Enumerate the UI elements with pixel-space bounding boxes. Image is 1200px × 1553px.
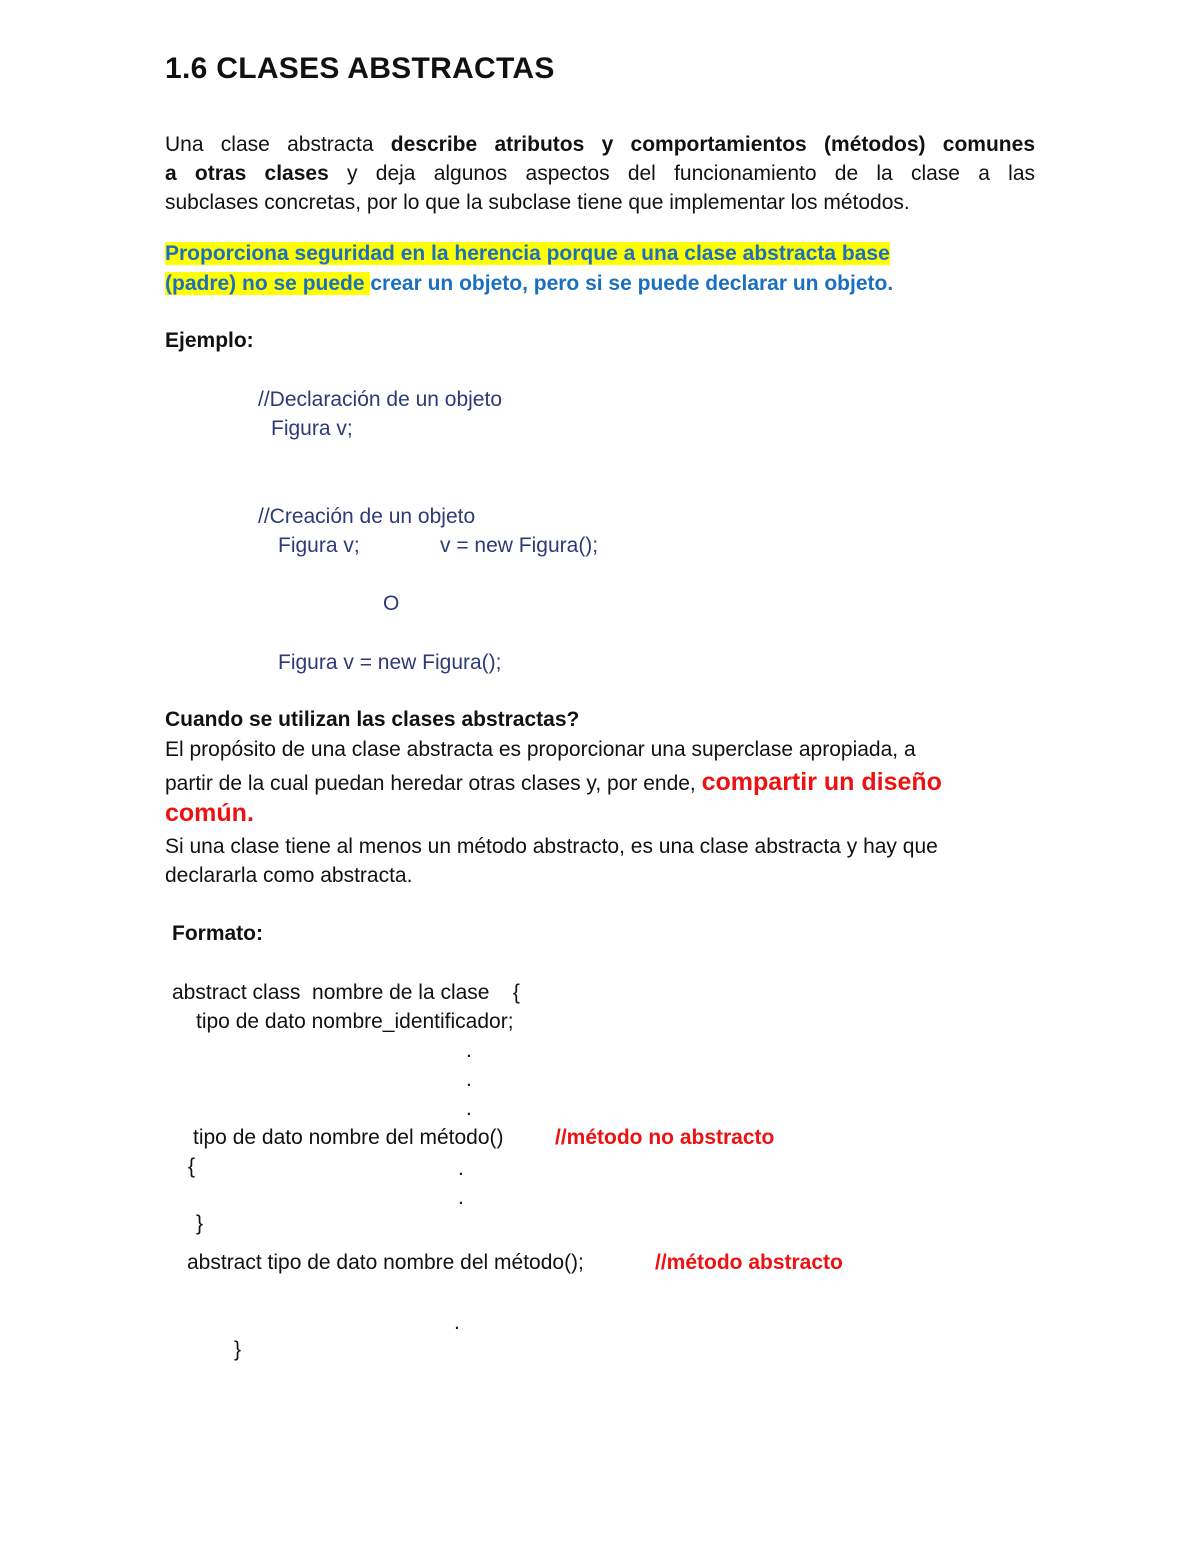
format-method-open-brace: { [188,1155,196,1178]
highlight-line-1: Proporciona seguridad en la herencia porque a una clase abstracta base [165,242,890,265]
format-dot-4: . [458,1157,464,1180]
format-class-declaration: abstract class nombre de la clase { [172,981,520,1004]
format-abstract-method-comment: //método abstracto [655,1251,843,1274]
intro-paragraph [165,130,1035,217]
format-heading: Formato: [172,922,263,945]
format-method-close-brace: } [196,1212,204,1235]
intro-text-3: subclases concretas, por lo que la subclase tiene que implementar los métodos. [165,191,910,214]
when-line-4: declararla como abstracta. [165,864,413,887]
intro-bold-2: a otras clases [165,162,329,185]
format-dot-1: . [466,1039,472,1062]
create-code-declaration: Figura v; [278,534,360,557]
highlight-line-2-marked: (padre) no se puede [165,272,371,295]
intro-text-2: y deja algunos aspectos del funcionamiento de la clase a las [328,162,1035,185]
format-class-close-brace: } [234,1338,242,1361]
when-emphasis-1: compartir un diseño [701,768,942,796]
format-method-comment: //método no abstracto [555,1126,775,1149]
when-line-1: El propósito de una clase abstracta es proporcionar una superclase apropiada, a [165,738,916,761]
format-method: tipo de dato nombre del método() [193,1126,504,1149]
format-dot-6: . [454,1311,460,1334]
format-dot-3: . [466,1097,472,1120]
intro-text-1: Una clase abstracta [165,133,391,156]
create-comment: //Creación de un objeto [258,505,476,528]
format-dot-2: . [466,1068,472,1091]
decl-comment: //Declaración de un objeto [258,388,502,411]
highlight-line-2-rest: crear un objeto, pero si se puede declarar un objeto. [370,272,894,295]
decl-code: Figura v; [271,417,353,440]
format-abstract-method: abstract tipo de dato nombre del método(); [187,1251,584,1274]
when-line-3: Si una clase tiene al menos un método abstracto, es una clase abstracta y hay que [165,835,938,858]
format-attribute: tipo de dato nombre_identificador; [196,1010,514,1033]
alt-code: Figura v = new Figura(); [278,651,502,674]
intro-bold-1: describe atributos y comportamientos (métodos) comunes [390,133,1035,156]
page-title: 1.6 CLASES ABSTRACTAS [165,52,555,85]
when-emphasis-2: común. [165,799,254,827]
create-code-instantiation: v = new Figura(); [440,534,599,557]
when-line-2 [165,768,942,797]
format-dot-5: . [458,1186,464,1209]
highlight-paragraph [165,239,893,299]
when-line-2-text: partir de la cual puedan heredar otras clases y, por ende, [165,772,702,795]
when-question: Cuando se utilizan las clases abstractas? [165,708,580,731]
example-heading: Ejemplo: [165,329,254,352]
or-label: O [383,592,400,615]
